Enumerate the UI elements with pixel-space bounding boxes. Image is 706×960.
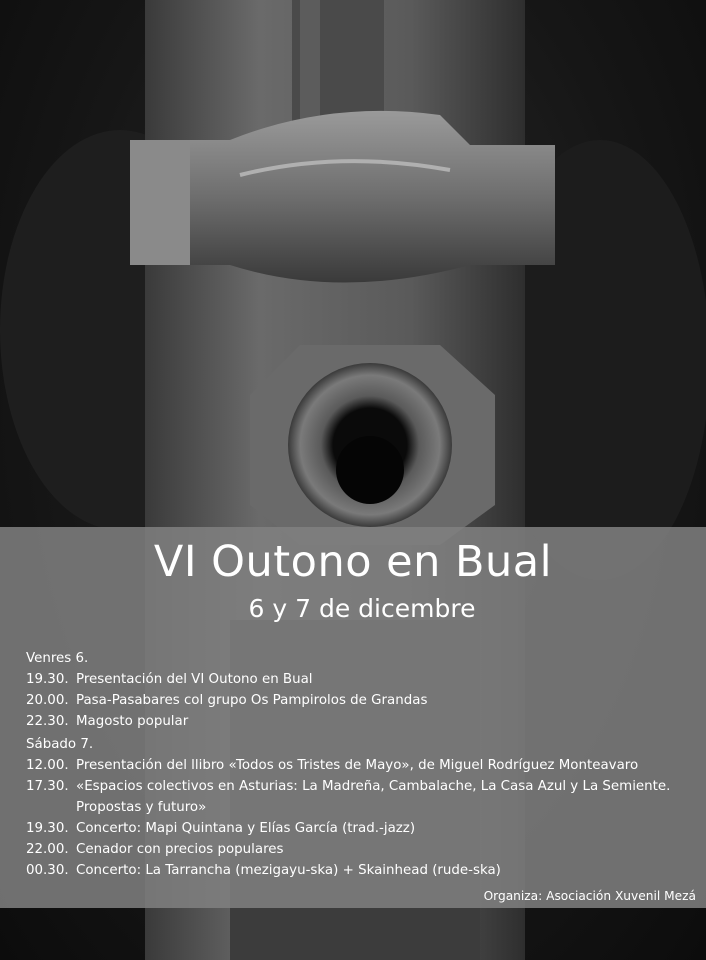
program-event bbox=[26, 755, 696, 776]
event-time: 22.30. bbox=[26, 714, 69, 729]
poster-title: VI Outono en Bual bbox=[153, 537, 553, 587]
poster-subtitle: 6 y 7 de dicembre bbox=[248, 594, 476, 623]
event-description: Presentación del llibro «Todos os Tristes de Mayo», de Miguel Rodríguez Monteavaro bbox=[76, 758, 639, 773]
event-description: Concerto: Mapi Quintana y Elías García (trad.-jazz) bbox=[76, 821, 416, 836]
event-description: Pasa-Pasabares col grupo Os Pampirolos de Grandas bbox=[76, 693, 428, 708]
program-event bbox=[26, 839, 696, 860]
event-time: 12.00. bbox=[26, 758, 69, 773]
event-time: 22.00. bbox=[26, 842, 69, 857]
program-event bbox=[26, 860, 696, 881]
program-list bbox=[26, 648, 696, 881]
event-description: «Espacios colectivos en Asturias: La Madreña, Cambalache, La Casa Azul y La Semiente. Propostas y futuro» bbox=[76, 779, 671, 815]
program-event bbox=[26, 818, 696, 839]
program-event bbox=[26, 711, 696, 732]
event-description: Concerto: La Tarrancha (mezigayu-ska) + Skainhead (rude-ska) bbox=[76, 863, 501, 878]
program-event bbox=[26, 776, 696, 818]
event-description: Magosto popular bbox=[76, 714, 189, 729]
day-heading: Sábado 7. bbox=[26, 737, 94, 752]
event-time: 00.30. bbox=[26, 863, 69, 878]
event-time: 19.30. bbox=[26, 821, 69, 836]
day-heading: Venres 6. bbox=[26, 651, 89, 666]
program-event bbox=[26, 669, 696, 690]
event-time: 20.00. bbox=[26, 693, 69, 708]
organizer-credit: Organiza: Asociación Xuvenil Mezá bbox=[483, 889, 696, 903]
event-description: Cenador con precios populares bbox=[76, 842, 284, 857]
event-time: 19.30. bbox=[26, 672, 69, 687]
program-event bbox=[26, 690, 696, 711]
event-time: 17.30. bbox=[26, 779, 69, 794]
event-description: Presentación del VI Outono en Bual bbox=[76, 672, 313, 687]
